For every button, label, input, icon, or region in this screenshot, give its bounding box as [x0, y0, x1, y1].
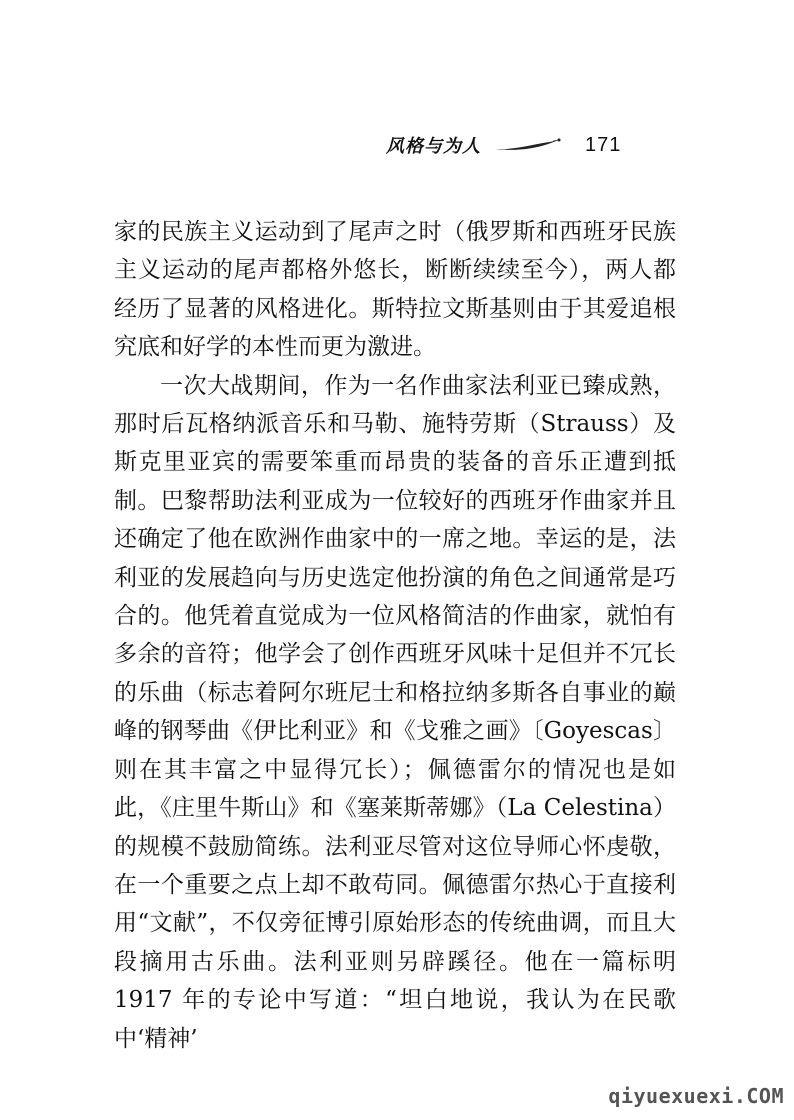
site-watermark: qiyuexuexi.COM — [608, 1084, 784, 1108]
body-text — [114, 213, 676, 1058]
paragraph: 一次大战期间，作为一名作曲家法利亚已臻成熟，那时后瓦格纳派音乐和马勒、施特劳斯（Strauss）及斯克里亚宾的需要笨重而昂贵的装备的音乐正遭到抵制。巴黎帮助法利亚成为一位较好的西班牙作曲家并且还确定了他在欧洲作曲家中的一席之地。幸运的是，法利亚的发展趋向与历史选定他扮演的角色之间通常是巧合的。他凭着直觉成为一位风格简洁的作曲家，就怕有多余的音符；他学会了创作西班牙风味十足但并不冗长的乐曲（标志着阿尔班尼士和格拉纳多斯各自事业的巅峰的钢琴曲《伊比利亚》和《戈雅之画》〔Goyescas〕则在其丰富之中显得冗长）；佩德雷尔的情况也是如此，《庄里牛斯山》和《塞莱斯蒂娜》（La Celestina）的规模不鼓励简练。法利亚尽管对这位导师心怀虔敬，在一个重要之点上却不敢苟同。佩德雷尔热心于直接利用“文献”，不仅旁征博引原始形态的传统曲调，而且大段摘用古乐曲。法利亚则另辟蹊径。他在一篇标明 1917 年的专论中写道：“坦白地说，我认为在民歌中‘精神’ — [114, 372, 676, 1052]
chapter-title: 风格与为人 — [386, 136, 481, 157]
page-number: 171 — [585, 133, 622, 156]
paragraph-continued: 家的民族主义运动到了尾声之时（俄罗斯和西班牙民族主义运动的尾声都格外悠长，断断续续至今），两人都经历了显著的风格进化。斯特拉文斯基则由于其爱追根究底和好学的本性而更为激进。 — [114, 219, 676, 361]
quill-ornament-icon — [493, 137, 563, 153]
running-header — [386, 128, 621, 162]
